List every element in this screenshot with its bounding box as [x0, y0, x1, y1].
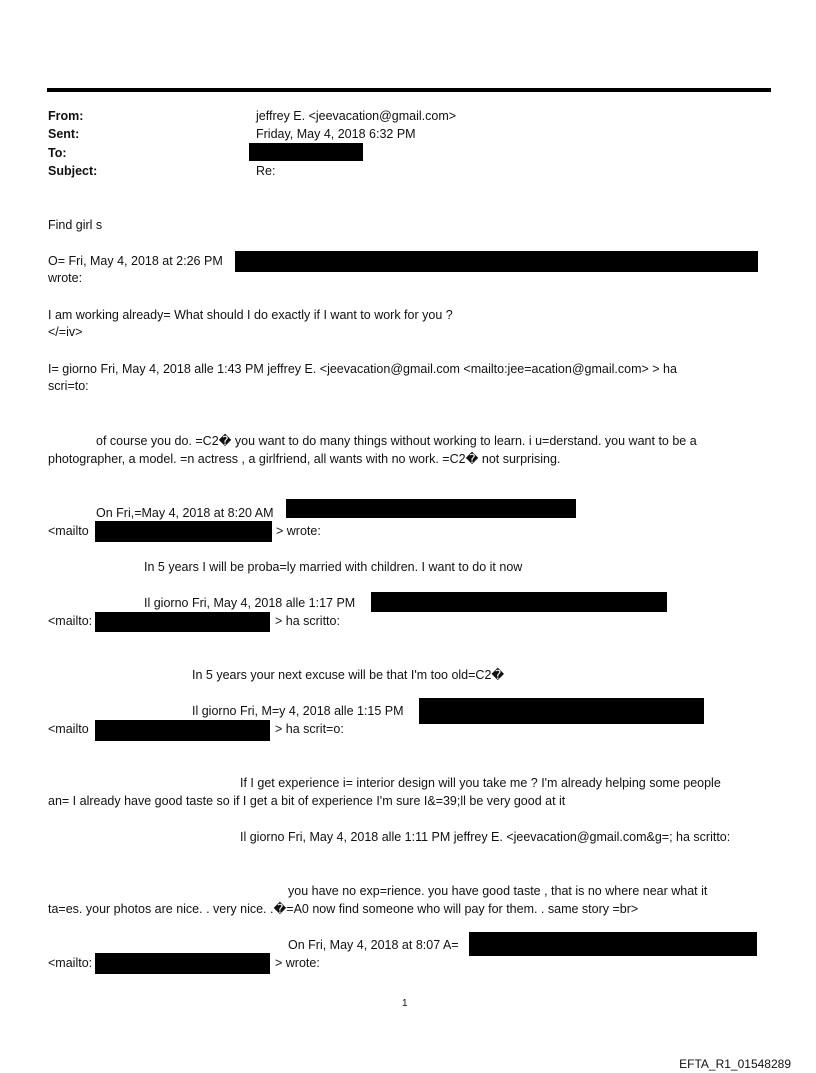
body-line-6b: <mailto [48, 524, 89, 538]
body-line-7: In 5 years I will be proba=ly married with children. I want to do it now [144, 560, 523, 574]
sent-value: Friday, May 4, 2018 6:32 PM [256, 127, 416, 141]
body-line-10a: Il giorno Fri, M=y 4, 2018 alle 1:15 PM [192, 704, 404, 718]
document-id: EFTA_R1_01548289 [679, 1057, 791, 1071]
body-line-14c: > wrote: [275, 956, 320, 970]
from-label: From: [48, 109, 84, 123]
redaction-9 [95, 953, 270, 974]
subject-label: Subject: [48, 164, 98, 178]
body-line-5a: of course you do. =C2� you want to do many things without working to learn. i u=derstand. you want to be a [96, 434, 697, 448]
body-line-11b: an= I already have good taste so if I get a bit of experience I'm sure I&=39;ll be very good at it [48, 794, 566, 808]
redaction-7 [95, 720, 270, 741]
body-line-6a: On Fri,=May 4, 2018 at 8:20 AM [96, 506, 274, 520]
body-line-8c: > ha scritto: [275, 614, 340, 628]
body-line-12: Il giorno Fri, May 4, 2018 alle 1:11 PM jeffrey E. <jeevacation@gmail.com&g=; ha scritto: [240, 830, 731, 844]
body-line-3b: </=iv> [48, 325, 83, 339]
from-value: jeffrey E. <jeevacation@gmail.com> [256, 109, 457, 123]
sent-label: Sent: [48, 127, 80, 141]
body-line-3a: I am working already= What should I do exactly if I want to work for you ? [48, 308, 453, 322]
body-line-9: In 5 years your next excuse will be that I'm too old=C2� [192, 668, 505, 682]
header-rule [47, 88, 771, 92]
body-line-11a: If I get experience i= interior design will you take me ? I'm already helping some people [240, 776, 721, 790]
body-line-5b: photographer, a model. =n actress , a girlfriend, all wants with no work. =C2� not surprising. [48, 452, 561, 466]
to-label: To: [48, 146, 67, 160]
body-line-8b: <mailto: [48, 614, 93, 628]
redaction-4 [371, 592, 667, 612]
body-line-2b: wrote: [48, 271, 83, 285]
body-line-10c: > ha scrit=o: [275, 722, 344, 736]
redaction-6 [419, 698, 704, 724]
body-line-13a: you have no exp=rience. you have good taste , that is no where near what it [288, 884, 708, 898]
redaction-2 [286, 499, 576, 518]
redaction-3 [95, 521, 272, 542]
body-line-2a: O= Fri, May 4, 2018 at 2:26 PM [48, 254, 223, 268]
body-line-1: Find girl s [48, 218, 103, 232]
body-line-14a: On Fri, May 4, 2018 at 8:07 A= [288, 938, 459, 952]
body-line-10b: <mailto [48, 722, 89, 736]
redaction-5 [95, 612, 270, 632]
redaction-8 [469, 932, 757, 956]
body-line-8a: Il giorno Fri, May 4, 2018 alle 1:17 PM [144, 596, 356, 610]
body-line-14b: <mailto: [48, 956, 93, 970]
body-line-13b: ta=es. your photos are nice. . very nice. .�=A0 now find someone who will pay for them. . same story =br> [48, 902, 639, 916]
subject-value: Re: [256, 164, 276, 178]
redaction-to [249, 143, 363, 161]
body-line-6c: > wrote: [276, 524, 321, 538]
page-number: 1 [402, 998, 408, 1009]
body-line-4b: scri=to: [48, 379, 89, 393]
body-line-4a: I= giorno Fri, May 4, 2018 alle 1:43 PM jeffrey E. <jeevacation@gmail.com <mailto:jee=acation@gmail.com> > ha [48, 362, 677, 376]
redaction-1 [235, 251, 758, 272]
